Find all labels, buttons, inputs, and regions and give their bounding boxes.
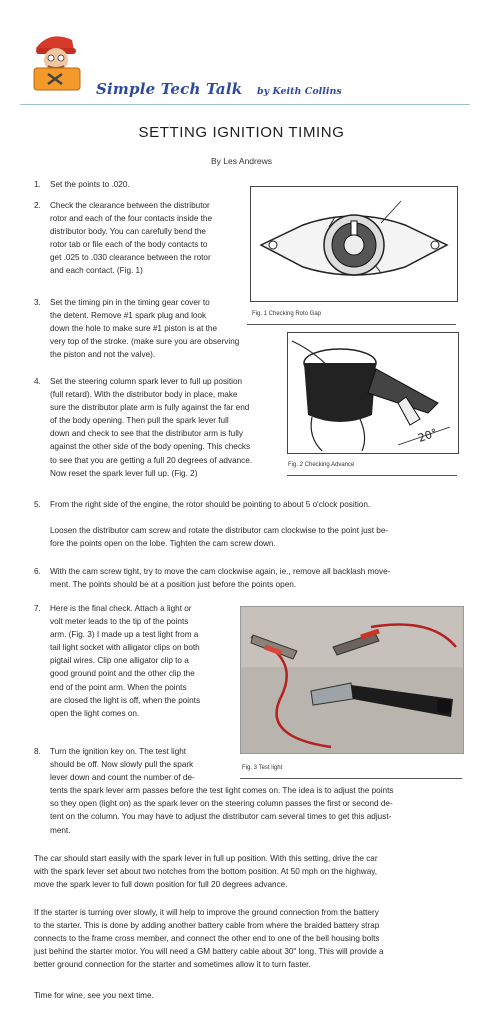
step-text: Set the timing pin in the timing gear cover to the detent. Remove #1 spark plug and look down the hole to make sure #1 piston is at the very top of the stroke. (make sure you are observing the piston and not the valve). bbox=[50, 298, 240, 360]
step-number: 3. bbox=[34, 298, 41, 307]
closing-paragraph: Time for wine, see you next time. bbox=[34, 991, 154, 1000]
figure-2-caption: Fig. 2 Checking Advance bbox=[288, 462, 355, 468]
step-text: Turn the ignition key on. The test light should be off. Now slowly pull the spark lever down and count the number of de- tents the spark lever arm passes before the test light comes on. The idea is to adjust the points so they open (light on) as the spark lever on the steering column passes the first or second de- tent on the column. You may have to adjust the distributor cam several times to get this adjust- ment. bbox=[50, 747, 394, 835]
figure-1-image bbox=[250, 186, 458, 302]
mascot-icon bbox=[22, 26, 92, 96]
figure-2-image bbox=[287, 332, 459, 454]
step-number: 2. bbox=[34, 201, 41, 210]
header-divider bbox=[20, 104, 470, 105]
step-text: With the cam screw tight, try to move the cam clockwise again, ie., remove all backlash move- ment. The points should be at a position just before the points open. bbox=[50, 567, 391, 590]
closing-paragraph: If the starter is turning over slowly, it will help to improve the ground connection from the battery to the starter. This is done by adding another battery cable from where the braided battery strap connects to the frame cross member, and connect the other end to one of the bell housing bolts just behind the starter motor. You will need a GM battery cable about 30" long. This will provide a better ground connection for the starter and sometimes allow it to turn faster. bbox=[34, 908, 384, 970]
step-number: 4. bbox=[34, 377, 41, 386]
figure-3-photo bbox=[240, 606, 464, 754]
step-text: Set the steering column spark lever to full up position (full retard). With the distributor body in place, make sure the distributor plate arm is fully against the far end of the body opening. Then pull the spark lever full down and check to see that the distributor arm is fully against the other side of the body opening. This checks to see that you are getting a full 20 degrees of advance. Now reset the spark lever full up. (Fig. 2) bbox=[50, 377, 253, 478]
article-title: SETTING IGNITION TIMING bbox=[138, 124, 345, 141]
byline: by Keith Collins bbox=[257, 86, 342, 97]
step-text: Set the points to .020. bbox=[50, 180, 130, 189]
article-author: By Les Andrews bbox=[211, 156, 272, 166]
step-number: 5. bbox=[34, 500, 41, 509]
caption-divider bbox=[287, 475, 457, 476]
mascot-logo bbox=[22, 26, 92, 96]
step-number: 8. bbox=[34, 747, 41, 756]
step-text: Check the clearance between the distributor rotor and each of the four contacts inside the distributor body. You can carefully bend the rotor tab or file each of the body contacts to get .025 to .030 clearance between the rotor and each contact. (Fig. 1) bbox=[50, 201, 213, 276]
closing-paragraph: The car should start easily with the spark lever in full up position. With this setting, drive the car with the spark lever set about two notches from the bottom position. At 50 mph on the highway, move the spark lever to full down position for full 20 degrees advance. bbox=[34, 854, 378, 890]
step-text: Here is the final check. Attach a light or volt meter leads to the tip of the points arm. (Fig. 3) I made up a test light from a tail light socket with alligator clips on both pigtail wires. Clip one alligator clip to a good ground point and the other clip the end of the point arm. When the points are closed the light is off, when the points open the light comes on. bbox=[50, 604, 201, 718]
brand-title: Simple Tech Talk bbox=[96, 80, 243, 98]
figure-3-caption: Fig. 3 Test light bbox=[242, 765, 283, 771]
figure-1-caption: Fig. 1 Checking Roto Gap bbox=[252, 311, 322, 317]
step-text: From the right side of the engine, the rotor should be pointing to about 5 o'clock position. Loosen the distributor cam screw and rotate the distributor cam clockwise to the point just be- fore the points open on the lobe. Tighten the cam screw down. bbox=[50, 500, 389, 549]
step-number: 7. bbox=[34, 604, 41, 613]
step-number: 6. bbox=[34, 567, 41, 576]
step-number: 1. bbox=[34, 180, 41, 189]
figure-2-angle-label: 20° bbox=[416, 426, 440, 445]
